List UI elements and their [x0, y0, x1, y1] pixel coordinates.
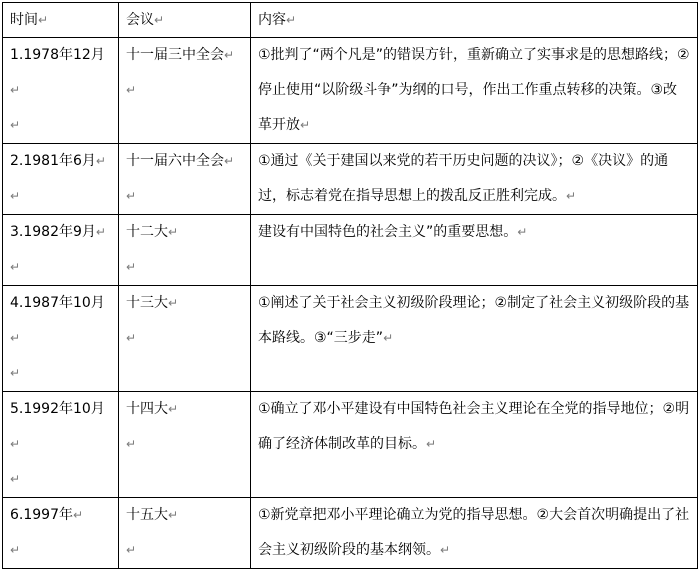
paragraph-mark-icon: ↵ — [126, 189, 137, 203]
cell-meeting: 十二大↵ ↵ — [119, 215, 251, 286]
cell-content: ①阐述了关于社会主义初级阶段理论；②制定了社会主义初级阶段的基本路线。③“三步走”↵ — [251, 286, 698, 392]
table-row — [3, 392, 698, 498]
paragraph-mark-icon: ↵ — [10, 366, 21, 380]
paragraph-mark-icon: ↵ — [38, 13, 49, 27]
table-header-row — [3, 3, 698, 38]
paragraph-mark-icon: ↵ — [10, 118, 21, 132]
table-row — [3, 286, 698, 392]
paragraph-mark-icon: ↵ — [126, 437, 137, 451]
cell-time: 3.1982年9月↵ ↵ — [3, 215, 119, 286]
paragraph-mark-icon: ↵ — [95, 225, 106, 239]
cell-meeting: 十四大↵ ↵ — [119, 392, 251, 498]
paragraph-mark-icon: ↵ — [10, 331, 21, 345]
paragraph-mark-icon: ↵ — [168, 402, 179, 416]
paragraph-mark-icon: ↵ — [10, 437, 21, 451]
history-table — [2, 2, 698, 569]
paragraph-mark-icon: ↵ — [10, 472, 21, 486]
paragraph-mark-icon: ↵ — [168, 508, 179, 522]
paragraph-mark-icon: ↵ — [224, 48, 235, 62]
header-time: 时间↵ — [3, 3, 119, 38]
paragraph-mark-icon: ↵ — [566, 189, 577, 203]
paragraph-mark-icon: ↵ — [286, 13, 297, 27]
table-row — [3, 144, 698, 215]
cell-content: ①确立了邓小平建设有中国特色社会主义理论在全党的指导地位；②明确了经济体制改革的目标。↵ — [251, 392, 698, 498]
table-row — [3, 498, 698, 569]
paragraph-mark-icon: ↵ — [10, 260, 21, 274]
paragraph-mark-icon: ↵ — [126, 543, 137, 557]
paragraph-mark-icon: ↵ — [168, 225, 179, 239]
paragraph-mark-icon: ↵ — [300, 118, 311, 132]
cell-meeting: 十三大↵ ↵ — [119, 286, 251, 392]
header-content: 内容↵ — [251, 3, 698, 38]
cell-content: ①批判了“两个凡是”的错误方针，重新确立了实事求是的思想路线；②停止使用“以阶级斗争”为纲的口号，作出工作重点转移的决策。③改革开放↵ — [251, 38, 698, 144]
paragraph-mark-icon: ↵ — [10, 83, 21, 97]
paragraph-mark-icon: ↵ — [73, 508, 84, 522]
paragraph-mark-icon: ↵ — [10, 543, 21, 557]
paragraph-mark-icon: ↵ — [168, 296, 179, 310]
cell-time: 1.1978年12月↵ ↵ — [3, 38, 119, 144]
paragraph-mark-icon: ↵ — [126, 260, 137, 274]
paragraph-mark-icon: ↵ — [517, 225, 528, 239]
paragraph-mark-icon: ↵ — [426, 437, 437, 451]
paragraph-mark-icon: ↵ — [95, 154, 106, 168]
paragraph-mark-icon: ↵ — [154, 13, 165, 27]
cell-content: 建设有中国特色的社会主义”的重要思想。↵ — [251, 215, 698, 286]
paragraph-mark-icon: ↵ — [126, 83, 137, 97]
paragraph-mark-icon: ↵ — [10, 189, 21, 203]
cell-time: 6.1997年↵ ↵ — [3, 498, 119, 569]
paragraph-mark-icon: ↵ — [440, 543, 451, 557]
cell-time: 2.1981年6月↵ ↵ — [3, 144, 119, 215]
cell-time: 5.1992年10月↵ ↵ — [3, 392, 119, 498]
cell-meeting: 十一届六中全会↵ ↵ — [119, 144, 251, 215]
paragraph-mark-icon: ↵ — [224, 154, 235, 168]
cell-meeting: 十五大↵ ↵ — [119, 498, 251, 569]
cell-time: 4.1987年10月↵ ↵ — [3, 286, 119, 392]
table-row — [3, 215, 698, 286]
paragraph-mark-icon: ↵ — [383, 331, 394, 345]
table-row — [3, 38, 698, 144]
cell-content: ①新党章把邓小平理论确立为党的指导思想。②大会首次明确提出了社会主义初级阶段的基本纲领。↵ — [251, 498, 698, 569]
cell-content: ①通过《关于建国以来党的若干历史问题的决议》；②《决议》的通过，标志着党在指导思想上的拨乱反正胜利完成。↵ — [251, 144, 698, 215]
cell-meeting: 十一届三中全会↵ ↵ — [119, 38, 251, 144]
paragraph-mark-icon: ↵ — [126, 331, 137, 345]
header-meeting: 会议↵ — [119, 3, 251, 38]
